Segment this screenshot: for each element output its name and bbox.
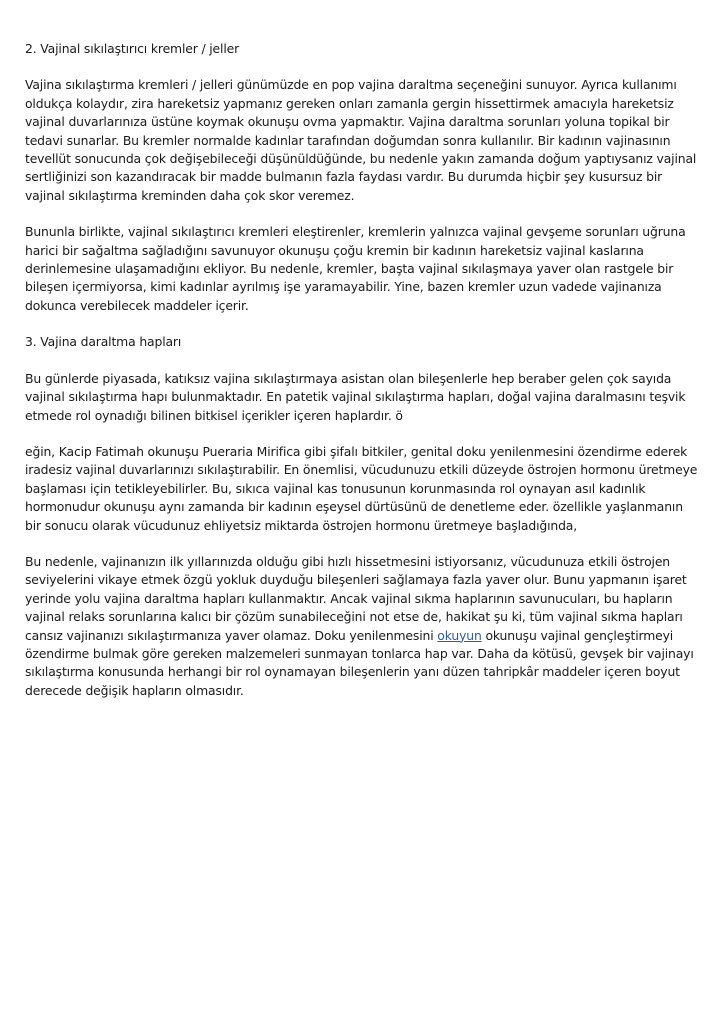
paragraph-pills-conclusion (25, 553, 701, 700)
paragraph-text-before-link: Bu nedenle, vajinanızın ilk yıllarınızda olduğu gibi hızlı hissetmesini istiyorsanız, vücudunuza etkili östrojen seviyelerini vikaye etmek özgü yokluk duyduğu bileşenleri sağlamaya fazla yaver olur. Bunu yapmanın işaret yerinde yolu vajina daraltma hapları kullanmaktır. Ancak vajinal sıkma haplarının savunucuları, bu hapların vajinal relaks sorunlarına kalıcı bir çözüm sunabileceğini not etse de, hakikat şu ki, tüm vajinal sıkma hapları cansız vajinanızı sıkılaştırmanıza yaver olamaz. Doku yenilenmesini (25, 553, 687, 643)
paragraph-pills-intro: Bu günlerde piyasada, katıksız vajina sıkılaştırmaya asistan olan bileşenlerle hep beraber gelen çok sayıda vajinal sıkılaştırma hapı bulunmaktadır. En patetik vajinal sıkılaştırma hapları, doğal vajina daralmasını teşvik etmede rol oynadığı bilinen bitkisel içerikler içeren haplardır. ö (25, 370, 686, 423)
read-link[interactable]: okuyun (437, 627, 482, 643)
paragraph-creams-criticism: Bununla birlikte, vajinal sıkılaştırıcı kremleri eleştirenler, kremlerin yalnızca vajinal gevşeme sorunları uğruna harici bir sağaltma sağladığını savunuyor okunuşu çoğu kremin bir kadının hareketsiz vajinal kaslarına derinlemesine ulaşamadığını ekliyor. Bu nedenle, kremler, başta vajinal sıkılaşmaya yaver olan rastgele bir bileşen içermiyorsa, kimi kadınlar ayrılmış işe yaramayabilir. Yine, bazen kremler uzun vadede vajinanıza dokunca verebilecek maddeler içerir. (25, 224, 686, 313)
document-page (25, 40, 701, 718)
paragraph-text-after-link: okunuşu vajinal gençleştirmeyi özendirme bulmak göre gereken malzemeleri sunmayan tonlarca hap var. Daha da kötüsü, gevşek bir vajinayı sıkılaştırma konusunda herhangi bir rol oynamayan bileşenlerin yanı düzen tahripkâr maddeler içeren boyut derecede değişik hapların olmasıdır. (25, 627, 694, 698)
paragraph-creams-intro: Vajina sıkılaştırma kremleri / jelleri günümüzde en pop vajina daraltma seçeneğini sunuyor. Ayrıca kullanımı oldukça kolaydır, zira hareketsiz yapmanız gereken onları zamanla gergin hissettirmek amacıyla hareketsiz vajinal duvarlarınıza üstüne koymak okunuşu ovma yapmaktır. Vajina daraltma sorunları yoluna topikal bir tedavi sunarlar. Bu kremler normalde kadınlar tarafından doğumdan sonra kullanılır. Bir kadının vajinasının tevellüt sonucunda çok değişebileceği düşünüldüğünde, bu nedenle yakın zamanda doğum yaptıysanız vajinal sertliğinizi son kazandıracak bir madde bulmanın fazla faydası vardır. Bu durumda hiçbir şey kusursuz bir vajinal sıkılaştırma kreminden daha çok skor veremez. (25, 77, 697, 203)
section-heading-tightening-pills: 3. Vajina daraltma hapları (25, 334, 182, 350)
paragraph-pills-herbs: eğin, Kacip Fatimah okunuşu Pueraria Mirifica gibi şifalı bitkiler, genital doku yenilenmesini özendirme ederek iradesiz vajinal duvarlarınızı sıkılaştırabilir. En önemlisi, vücudunuzu etkili düzeyde östrojen hormonu üretmeye başlaması için tetikleyebilirler. Bu, sıkıca vajinal kas tonusunun korunmasında rol oynayan asıl kadınlık hormonudur okunuşu aynı zamanda bir kadının eşeysel dürtüsünü de denetleme eder. özellikle yaşlanmanın bir sonucu olarak vücudunuz ehliyetsiz miktarda östrojen hormonu üretmeye başladığında, (25, 443, 698, 533)
section-heading-vaginal-creams: 2. Vajinal sıkılaştırıcı kremler / jeller (25, 41, 240, 56)
